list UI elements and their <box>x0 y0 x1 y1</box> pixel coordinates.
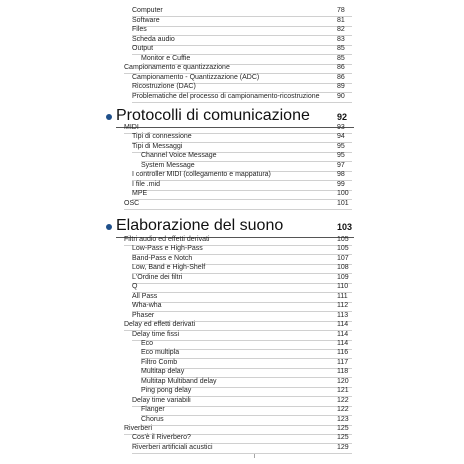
section-bullet-icon <box>106 114 112 120</box>
toc-entry-title: Computer <box>132 7 163 14</box>
toc-entry-title: Monitor e Cuffie <box>141 54 191 62</box>
toc-entry-page: 81 <box>337 16 345 24</box>
toc-entry[interactable] <box>0 82 464 92</box>
toc-entry-page: 98 <box>337 171 345 179</box>
toc-entry-page: 112 <box>337 302 349 310</box>
toc-entry[interactable] <box>0 54 464 64</box>
toc-entry-page: 125 <box>337 425 349 432</box>
toc-entry-page: 110 <box>337 283 349 291</box>
toc-entry-title: Low-Pass e High-Pass <box>132 245 203 253</box>
toc-entry-title: Band-Pass e Notch <box>132 254 193 262</box>
toc-entry[interactable] <box>0 35 464 45</box>
toc-entry-page: 107 <box>337 254 349 262</box>
toc-entry-page: 117 <box>337 358 349 366</box>
toc-entry-page: 116 <box>337 349 349 357</box>
toc-entry-page: 122 <box>337 406 349 414</box>
toc-entry-page: 78 <box>337 7 345 14</box>
toc-entry-page: 86 <box>337 73 345 81</box>
toc-entry-page: 85 <box>337 45 345 52</box>
toc-entry-title: Chorus <box>141 415 164 423</box>
toc-entry-page: 122 <box>337 396 349 404</box>
toc-entry-title: I file .mid <box>132 180 161 188</box>
toc-entry-title: Eco <box>141 339 154 347</box>
footer-page-number: I <box>254 454 256 460</box>
toc-entry-title: Wha-wha <box>132 302 162 310</box>
toc-entry-page: 94 <box>337 133 345 141</box>
toc-entry-page: 99 <box>337 180 345 188</box>
toc-entry-page: 121 <box>337 387 349 395</box>
toc-entry-page: 105 <box>337 245 349 253</box>
section-page-number: 92 <box>337 112 348 122</box>
toc-entry-title: All Pass <box>132 292 158 300</box>
toc-entry-page: 82 <box>337 26 345 33</box>
toc-entry-title: Files <box>132 26 147 33</box>
toc-entry[interactable] <box>0 25 464 35</box>
toc-entry-title: Ping pong delay <box>141 387 192 395</box>
toc-entry-title: Multitap Multiband delay <box>141 377 217 385</box>
toc-entry-title: Scheda audio <box>132 35 175 43</box>
toc-entry-page: 118 <box>337 368 349 376</box>
toc-entry-title: Phaser <box>132 311 155 319</box>
toc-entry-page: 125 <box>337 434 349 442</box>
toc-entry-title: Delay time variabili <box>132 396 191 404</box>
toc-entry-title: Multitap delay <box>141 368 185 376</box>
toc-entry-page: 113 <box>337 311 349 319</box>
toc-entry-title: Q <box>132 283 138 291</box>
toc-entry-title: I controller MIDI (collegamento e mappatura) <box>132 171 271 179</box>
toc-entry-title: MIDI <box>124 124 139 131</box>
toc-entry-title: Tipi di Messaggi <box>132 142 183 150</box>
toc-entry-title: Problematiche del processo di campionamento-ricostruzione <box>132 92 320 100</box>
toc-entry[interactable] <box>0 199 464 209</box>
toc-entry-title: Cos'è il Riverbero? <box>132 434 191 442</box>
toc-entry-page: 97 <box>337 161 345 169</box>
toc-entry[interactable] <box>0 6 464 16</box>
toc-entry-title: Filtro Comb <box>141 358 178 366</box>
toc-entry-rule <box>132 453 352 454</box>
toc-entry-page: 100 <box>337 190 349 198</box>
toc-entry-page: 114 <box>337 339 349 347</box>
toc-entry-title: Tipi di connessione <box>132 133 192 141</box>
toc-entry[interactable] <box>0 44 464 54</box>
toc-entry[interactable] <box>0 63 464 73</box>
toc-entry-page: 90 <box>337 92 345 100</box>
toc-entry-title: Low, Band e High-Shelf <box>132 264 206 272</box>
toc-entry-page: 85 <box>337 54 345 62</box>
section-bullet-icon <box>106 224 112 230</box>
toc-entry-page: 123 <box>337 415 349 423</box>
toc-entry-page: 111 <box>337 292 348 300</box>
section-page-number: 103 <box>337 222 353 232</box>
toc-entry-rule <box>132 102 352 103</box>
toc-entry[interactable] <box>0 443 464 453</box>
toc-entry-title: System Message <box>141 161 195 169</box>
toc-entry-page: 89 <box>337 83 345 90</box>
toc-entry-page: 95 <box>337 142 345 150</box>
toc-entry-page: 129 <box>337 443 349 451</box>
toc-entry-page: 109 <box>337 273 349 281</box>
toc-entry[interactable] <box>0 73 464 83</box>
toc-entry-page: 108 <box>337 264 349 272</box>
toc-entry-title: Filtri audio ed effetti derivati <box>124 236 210 243</box>
toc-entry-page: 114 <box>337 330 349 338</box>
section-title: Elaborazione del suono <box>116 217 284 234</box>
toc-entry-rule <box>124 209 352 210</box>
toc-entry-title: Flanger <box>141 406 165 414</box>
toc-entry-title: Eco multipla <box>141 349 180 357</box>
toc-entry-title: Channel Voice Message <box>141 152 217 160</box>
toc-entry-page: 86 <box>337 64 345 71</box>
toc-entry-title: MPE <box>132 190 148 198</box>
toc-entry-page: 105 <box>337 236 349 243</box>
toc-entry-page: 93 <box>337 124 345 131</box>
toc-entry-title: Ricostruzione (DAC) <box>132 83 196 90</box>
toc-entry-title: Delay time fissi <box>132 330 180 338</box>
toc-entry-title: Riverberi <box>124 425 153 432</box>
toc-entry-title: Campionamento - Quantizzazione (ADC) <box>132 73 260 81</box>
toc-entry-title: Software <box>132 16 160 24</box>
toc-entry-page: 101 <box>337 199 349 207</box>
section-title: Protocolli di comunicazione <box>116 107 310 124</box>
toc-entry-page: 95 <box>337 152 345 160</box>
toc-entry[interactable] <box>0 16 464 26</box>
toc-entry-page: 83 <box>337 35 345 43</box>
toc-entry-title: Riverberi artificiali acustici <box>132 443 213 451</box>
toc-entry-page: 120 <box>337 377 349 385</box>
toc-entry[interactable] <box>0 92 464 102</box>
toc-entry-page: 114 <box>337 321 349 329</box>
toc-entry-title: Campionamento e quantizzazione <box>124 64 230 71</box>
toc-entry-title: Output <box>132 45 154 52</box>
toc-entry-title: OSC <box>124 199 140 207</box>
toc-entry-title: L'Ordine dei filtri <box>132 273 183 281</box>
toc-entry-title: Delay ed effetti derivati <box>124 321 196 329</box>
